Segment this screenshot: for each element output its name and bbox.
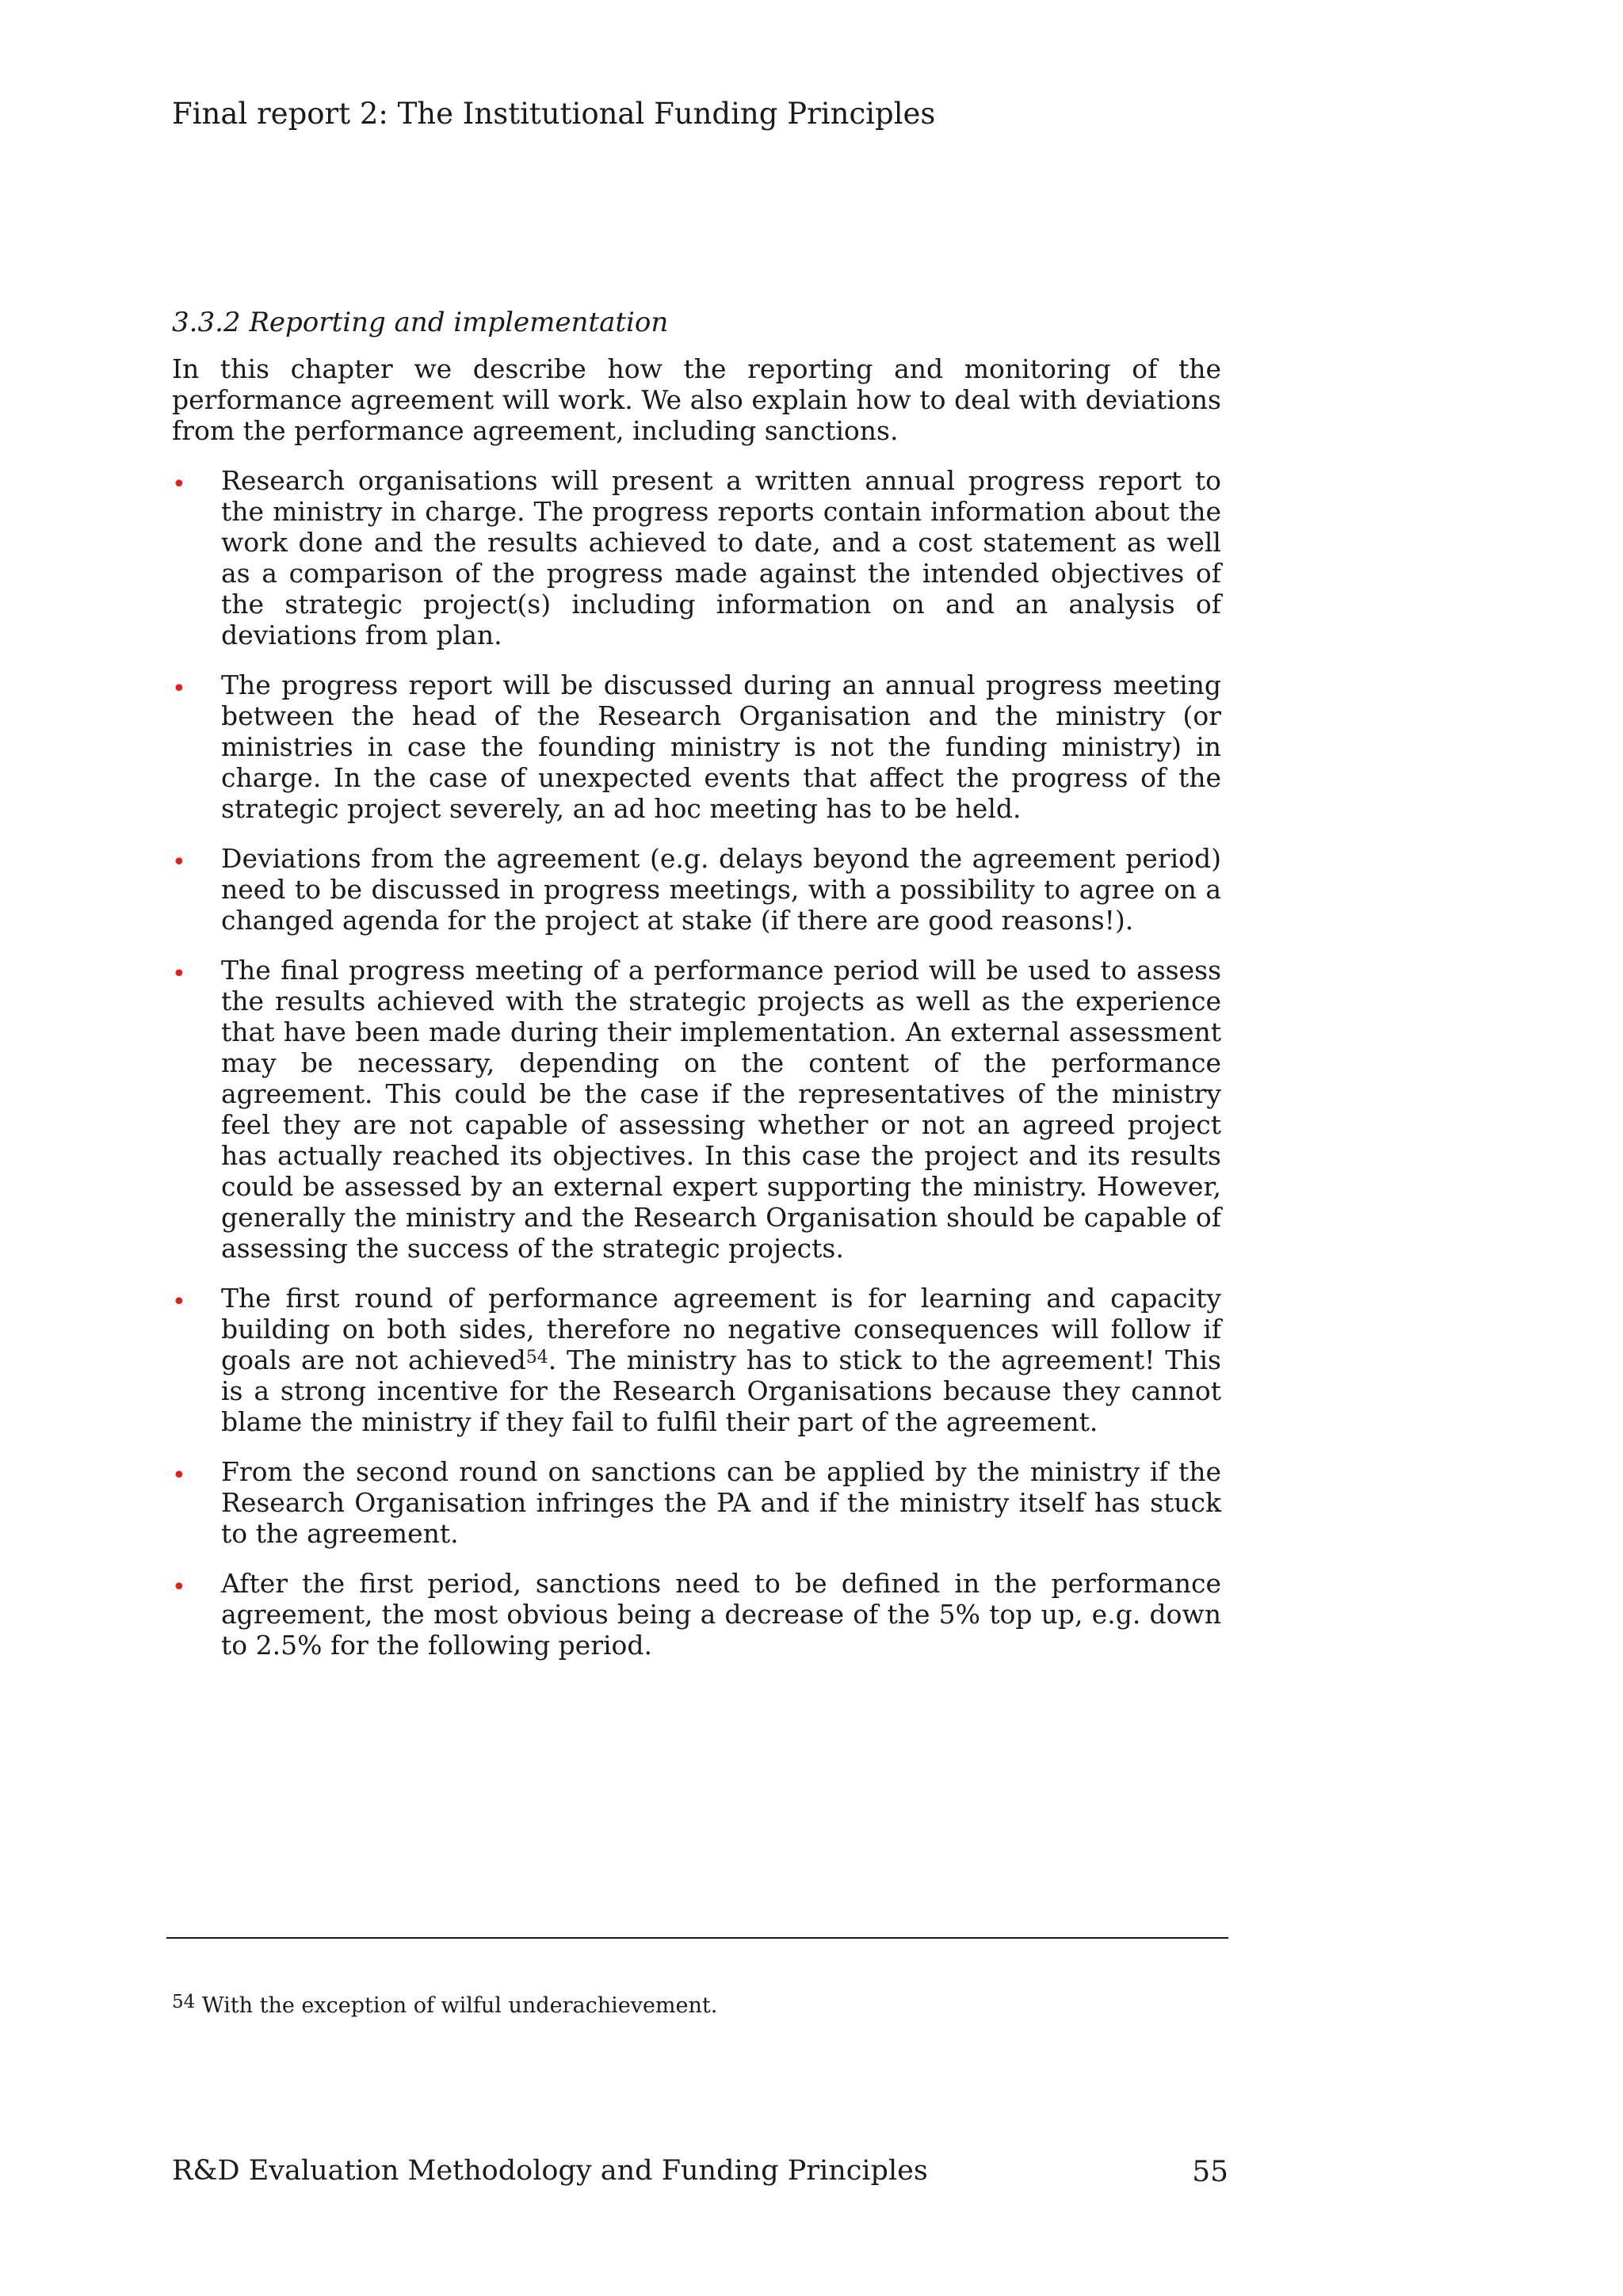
bullet-text: The progress report will be discussed during an annual progress meeting between the head of the Research Organisation and the ministry (or ministries in case the founding ministry is not the funding ministry) in charge. In the case of unexpected events that affect the progress of the strategic project severely, an ad hoc meeting has to be held.: [221, 669, 1221, 824]
bullet-icon: •: [172, 675, 186, 703]
bullet-item: [172, 1456, 1221, 1549]
bullet-text: From the second round on sanctions can be applied by the ministry if the Research Organisation infringes the PA and if the ministry itself has stuck to the agreement.: [221, 1456, 1221, 1549]
bullet-text: After the first period, sanctions need to be defined in the performance agreement, the most obvious being a decrease of the 5% top up, e.g. down to 2.5% for the following period.: [221, 1568, 1221, 1661]
intro-paragraph: In this chapter we describe how the reporting and monitoring of the performance agreement will work. We also explain how to deal with deviations from the performance agreement, including sanctions.: [172, 353, 1221, 446]
bullet-icon: •: [172, 960, 186, 988]
bullet-item: [172, 1568, 1221, 1661]
bullet-text-part: The first round of performance agreement is for learning and capacity building on both sides, therefore no negative consequences will follow if goals are not achieved: [221, 1283, 1221, 1375]
bullet-item: [172, 1283, 1221, 1437]
footnote-reference[interactable]: 54: [525, 1348, 548, 1367]
section-heading: 3.3.2 Reporting and implementation: [172, 307, 669, 338]
bullet-icon: •: [172, 1573, 186, 1601]
main-content: [172, 303, 1221, 1680]
bullet-icon: •: [172, 1288, 186, 1316]
bullet-text-part: . The ministry has to stick to the agreement! This is a strong incentive for the Research Organisations because they cannot blame the ministry if they fail to fulfil their part of the agreement.: [221, 1344, 1221, 1437]
bullet-icon: •: [172, 1462, 186, 1489]
page-number: 55: [1192, 2156, 1228, 2188]
bullet-icon: •: [172, 849, 186, 876]
bullet-text: Deviations from the agreement (e.g. delays beyond the agreement period) need to be discussed in progress meetings, with a possibility to agree on a changed agenda for the project at stake (if there are good reasons!).: [221, 843, 1221, 936]
footnote-text: With the exception of wilful underachievement.: [201, 1993, 718, 2018]
bullet-list: [172, 465, 1221, 1661]
bullet-text: The final progress meeting of a performance period will be used to assess the results achieved with the strategic projects as well as the experience that have been made during their implementation. An external assessment may be necessary, depending on the content of the performance agreement. This could be the case if the representatives of the ministry feel they are not capable of assessing whether or not an agreed project has actually reached its objectives. In this case the project and its results could be assessed by an external expert supporting the ministry. However, generally the ministry and the Research Organisation should be capable of assessing the success of the strategic projects.: [221, 955, 1221, 1264]
footnote: [172, 1992, 717, 2020]
bullet-item: [172, 843, 1221, 936]
bullet-item: [172, 955, 1221, 1264]
bullet-icon: •: [172, 471, 186, 498]
footer-title: R&D Evaluation Methodology and Funding Principles: [172, 2155, 928, 2187]
footnote-number: 54: [172, 1992, 196, 2012]
footnote-divider: [166, 1937, 1228, 1939]
running-header: Final report 2: The Institutional Funding Principles: [172, 97, 936, 131]
bullet-text: Research organisations will present a written annual progress report to the ministry in charge. The progress reports contain information about the work done and the results achieved to date, and a cost statement as well as a comparison of the progress made against the intended objectives of the strategic project(s) including information on and an analysis of deviations from plan.: [221, 465, 1221, 650]
bullet-item: [172, 669, 1221, 824]
bullet-item: [172, 465, 1221, 650]
